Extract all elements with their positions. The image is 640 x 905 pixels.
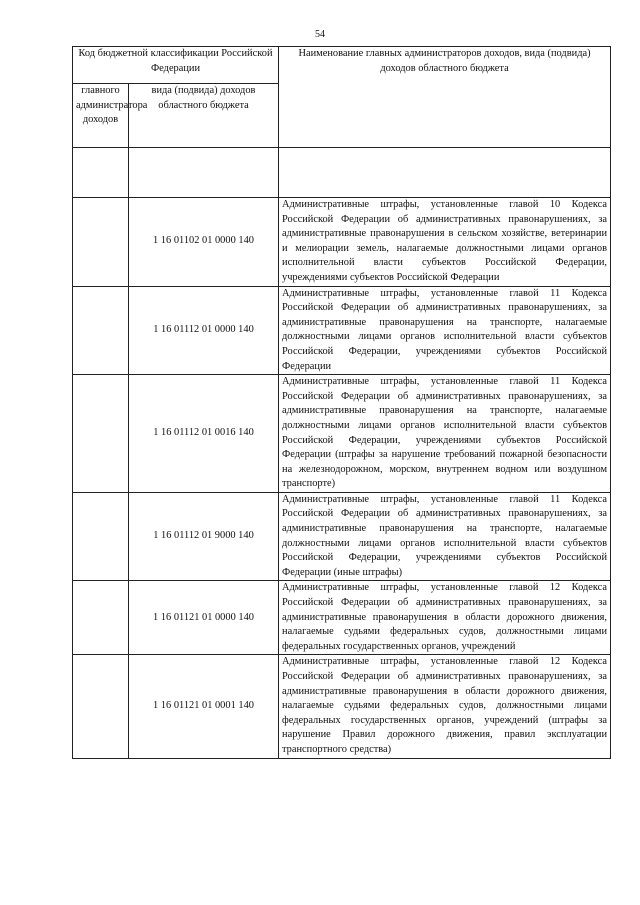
admin-code-cell	[73, 375, 129, 493]
table-row	[73, 492, 611, 581]
income-code-cell: 1 16 01112 01 0016 140	[129, 375, 279, 493]
admin-code-cell	[73, 492, 129, 581]
income-code-cell: 1 16 01121 01 0000 140	[129, 581, 279, 655]
table-row	[73, 198, 611, 287]
page-number: 54	[315, 29, 325, 40]
income-code-cell: 1 16 01112 01 0000 140	[129, 286, 279, 375]
table-row	[73, 581, 611, 655]
budget-classification-table	[72, 46, 611, 759]
table-row	[73, 655, 611, 758]
table-row	[73, 286, 611, 375]
admin-code-cell	[73, 286, 129, 375]
income-code-cell: 1 16 01121 01 0001 140	[129, 655, 279, 758]
income-name-cell: Административные штрафы, установленные главой 11 Кодекса Российской Федерации об административных правонарушениях, за административные правонарушения на транспорте, налагаемые должностными лицами органов исполнительной власти субъектов Российской Федерации, учреждениями субъектов Российской Федерации (иные штрафы)	[279, 492, 611, 581]
income-name-cell: Административные штрафы, установленные главой 11 Кодекса Российской Федерации об административных правонарушениях, за административные правонарушения на транспорте, налагаемые должностными лицами органов исполнительной власти субъектов Российской Федерации, учреждениями субъектов Российской Федерации	[279, 286, 611, 375]
header-type-column: вида (подвида) доходов областного бюджета	[129, 84, 279, 148]
header-code-group: Код бюджетной классификации Российской Федерации	[73, 47, 279, 84]
header-admin-column: главного администратора доходов	[73, 84, 129, 148]
income-name-cell: Административные штрафы, установленные главой 12 Кодекса Российской Федерации об административных правонарушениях, за административные правонарушения в области дорожного движения, налагаемые судьями федеральных судов, должностными лицами федеральных государственных органов, учреждений (штрафы за нарушение Правил дорожного движения, правил эксплуатации транспортного средства)	[279, 655, 611, 758]
spacer-cell	[279, 148, 611, 198]
admin-code-cell	[73, 581, 129, 655]
income-name-cell: Административные штрафы, установленные главой 11 Кодекса Российской Федерации об административных правонарушениях, за административные правонарушения на транспорте, налагаемые должностными лицами органов исполнительной власти субъектов Российской Федерации, учреждениями субъектов Российской Федерации (штрафы за нарушение требований пожарной безопасности на железнодорожном, морском, внутреннем водном или воздушном транспорте)	[279, 375, 611, 493]
table-row	[73, 375, 611, 493]
income-code-cell: 1 16 01112 01 9000 140	[129, 492, 279, 581]
header-name-column: Наименование главных администраторов доходов, вида (подвида) доходов областного бюджета	[279, 47, 611, 148]
income-code-cell: 1 16 01102 01 0000 140	[129, 198, 279, 287]
spacer-cell	[129, 148, 279, 198]
header-spacer-row	[73, 148, 611, 198]
income-name-cell: Административные штрафы, установленные главой 12 Кодекса Российской Федерации об административных правонарушениях, за административные правонарушения в области дорожного движения, налагаемые судьями федеральных судов, должностными лицами федеральных государственных органов, учреждений	[279, 581, 611, 655]
admin-code-cell	[73, 655, 129, 758]
income-name-cell: Административные штрафы, установленные главой 10 Кодекса Российской Федерации об административных правонарушениях, за административные правонарушения в сельском хозяйстве, ветеринарии и мелиорации земель, налагаемые должностными лицами органов исполнительной власти субъектов Российской Федерации, учреждениями субъектов Российской Федерации	[279, 198, 611, 287]
spacer-cell	[73, 148, 129, 198]
table-header-row	[73, 47, 611, 84]
admin-code-cell	[73, 198, 129, 287]
